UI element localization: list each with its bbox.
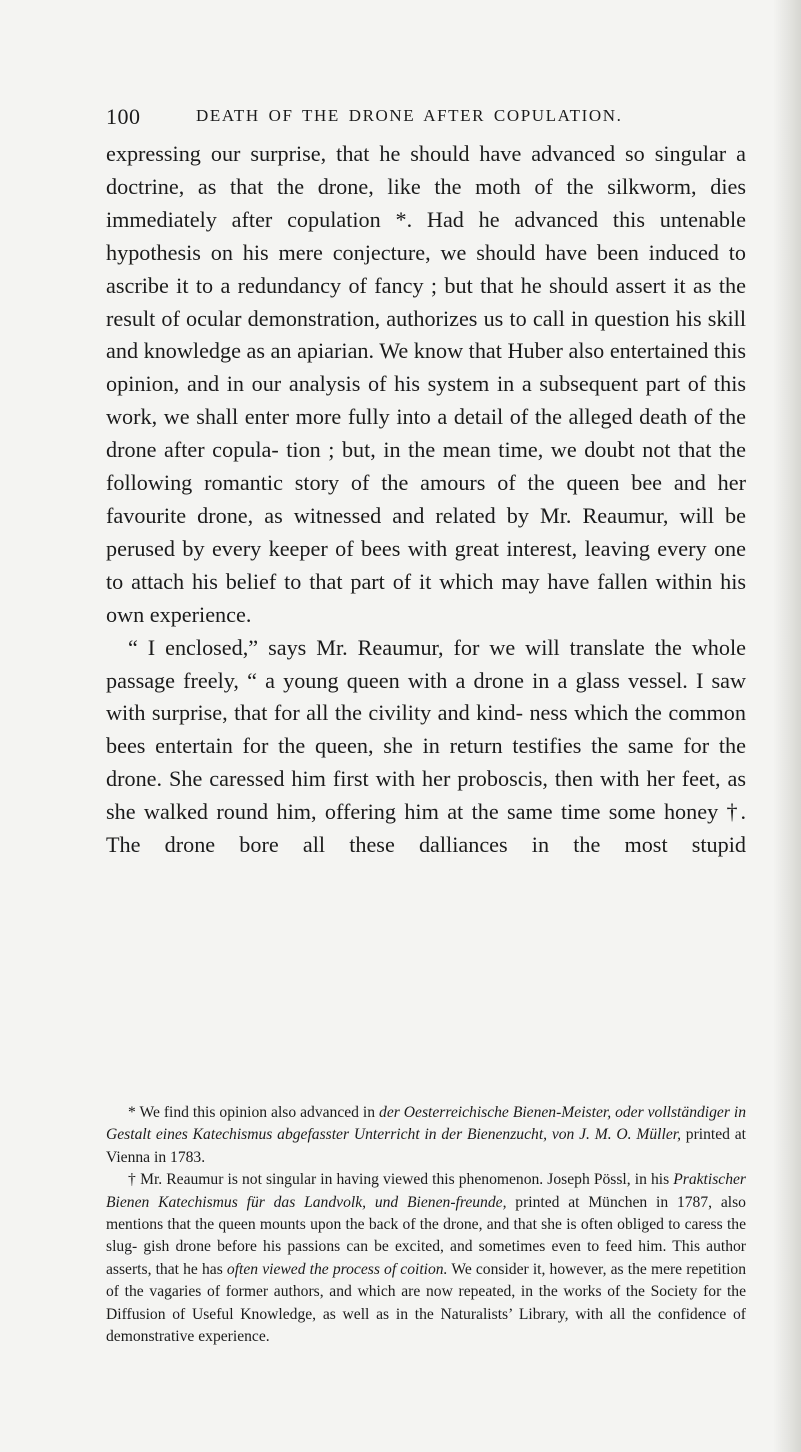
page-edge-shadow xyxy=(773,0,801,1452)
running-head-title: DEATH OF THE DRONE AFTER COPULATION. xyxy=(196,106,623,125)
paragraph-1: expressing our surprise, that he should have advanced so singular a doctrine, as that the drone, like the moth of the silkworm, dies immediately after copulation *. Had he advanced this untenable hypothesis on his mere conjecture, we should have been induced to ascribe it to a redundancy of fancy ; but that he should assert it as the result of ocular demonstration, authorizes us to call in question his skill and knowledge as an apiarian. We know that Huber also entertained this opinion, and in our analysis of his system in a subsequent part of this work, we shall enter more fully into a detail of the alleged death of the drone after copula- tion ; but, in the mean time, we doubt not that the following romantic story of the amours of the queen bee and her favourite drone, as witnessed and related by Mr. Reaumur, will be perused by every keeper of bees with great interest, leaving every one to attach his belief to that part of it which may have fallen within his own experience. xyxy=(106,141,746,627)
running-head xyxy=(106,104,746,134)
footnote-1-text-b: printed at Vienna in 1783. xyxy=(106,1126,746,1166)
page-number: 100 xyxy=(106,104,141,129)
footnote-2-book-title: Praktischer Bienen Katechismus für das Landvolk, und Bienen-freunde, xyxy=(106,1171,747,1211)
footnote-1-marker: * xyxy=(128,1104,136,1121)
footnote-2-text-c: We consider it, however, as the mere repetition of the vagaries of former authors, and which are now repeated, in the works of the Society for the Diffusion of Useful Knowledge, as well as in the Naturalists’ Library, with all the confidence of demonstrative experience. xyxy=(106,1260,746,1346)
footnote-1-text-a: We find this opinion also advanced in xyxy=(139,1104,376,1121)
footnote-2 xyxy=(106,1169,746,1348)
footnote-2-marker: † xyxy=(128,1171,136,1189)
main-text xyxy=(106,138,746,862)
footnotes xyxy=(106,1102,746,1348)
footnote-1 xyxy=(106,1102,746,1169)
footnote-2-text-a: Mr. Reaumur is not singular in having viewed this phenomenon. Joseph Pössl, in his xyxy=(140,1171,670,1189)
footnote-2-text-b: printed at München in 1787, also mentions that the queen mounts upon the back of the drone, and that she is often obliged to caress the slug- gish drone before his passions can be excited, and sometimes even to feed him. This author asserts, that he has xyxy=(106,1193,746,1278)
footnote-2-emphasis: often viewed the process of coition. xyxy=(226,1260,448,1278)
footnote-1-book-title: der Oesterreichische Bienen-Meister, oder vollständiger in Gestalt eines Katechismus abgefasster Unterricht in der Bienenzucht, von J. M. O. Müller, xyxy=(106,1104,746,1144)
paragraph-2: “ I enclosed,” says Mr. Reaumur, for we will translate the whole passage freely, “ a young queen with a drone in a glass vessel. I saw with surprise, that for all the civility and kind- ness which the common bees entertain for the queen, she in return testifies the same for the drone. She caressed him first with her proboscis, then with her feet, as she walked round him, offering him at the same time some honey †. The drone bore all these dalliances in the most stupid xyxy=(106,634,746,858)
